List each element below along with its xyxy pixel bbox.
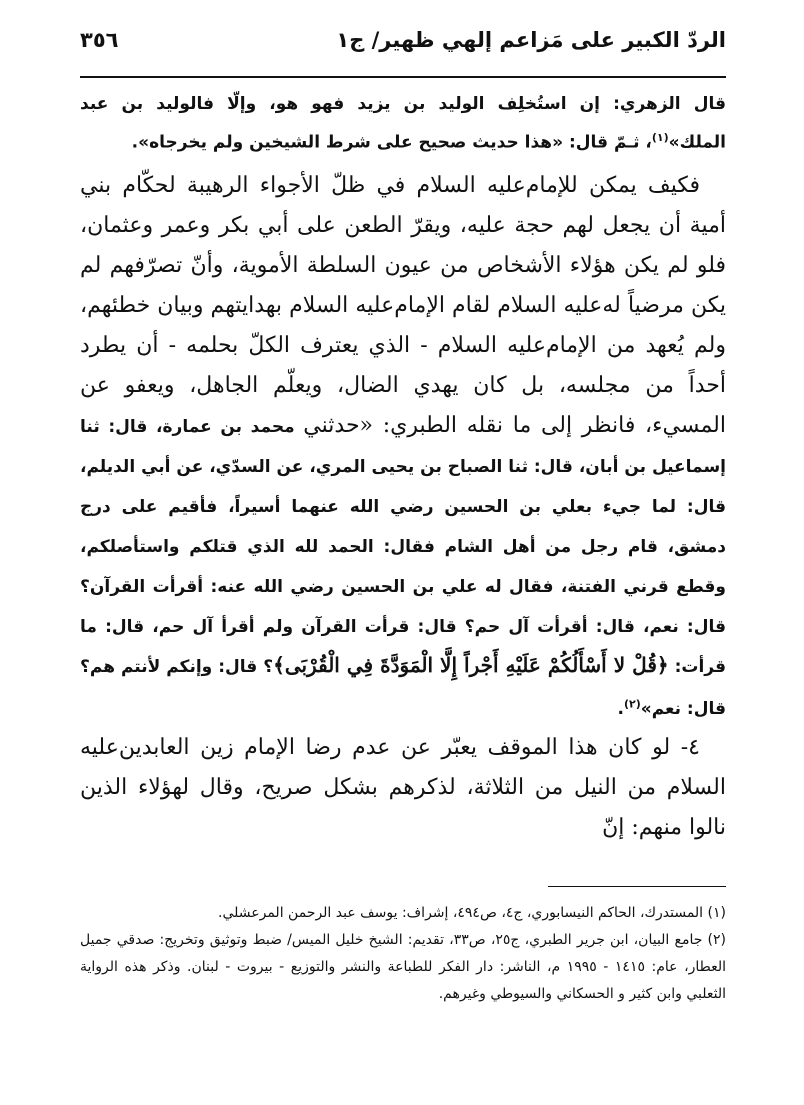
quote-after: ؟ قال: وإنكم لأنتم هم؟ قال: نعم»: [80, 656, 726, 720]
footnote-1: (١) المستدرك، الحاكم النيسابوري، ج٤، ص٤٩٤، إشراف: يوسف عبد الرحمن المرعشلي.: [218, 905, 726, 921]
footnote-2: (٢) جامع البيان، ابن جرير الطبري، ج٢٥، ص٣٣، تقديم: الشيخ خليل الميس/ ضبط وتوثيق وتخريج: صدقي جميل العطار، عام: ١٤١٥ - ١٩٩٥ م، الناشر: دار الفكر للطباعة والنشر والتوزيع - بيروت - لبنان. وذكر هذه الرواية الثعلبي وابن كثير و الحسكاني والسيوطي وغيرهم.: [80, 932, 727, 1002]
footnote-ref-1: (١): [651, 131, 669, 144]
paragraph-tail: ، ثـمّ قال: «هذا حديث صحيح على شرط الشيخين ولم يخرجاه».: [131, 132, 652, 153]
paragraph-text: ٤- لو كان هذا الموقف يعبّر عن عدم رضا الإمام زين العابدين‌عليه السلام من النيل من الثلاثة، لذكرهم بشكل صريح، وقال لهؤلاء الذين نالوا منهم: إنّ: [80, 735, 727, 841]
quote-text: محمد بن عمارة، قال: ثنا إسماعيل بن أبان، قال: ثنا الصباح بن يحيى المري، عن السدّي، عن أبي الديلم، قال: لما جيء بعلي بن الحسين رضي الله عنهما أسيراً، فأقيم على درج دمشق، قام رجل من أهل الشام فقال: الحمد لله الذي قتلكم واستأصلكم، وقطع قرني الفتنة، فقال له علي بن الحسين رضي الله عنه: أقرأت القرآن؟ قال: نعم، قال: أقرأت آل حم؟ قال: قرأت القرآن ولم أقرأ آل حم، قال: ما قرأت:: [80, 416, 727, 677]
running-header: [80, 28, 726, 64]
header-title: الردّ الكبير على مَزاعم إلهي ظهير/ ج١: [336, 28, 726, 52]
paragraph-argument: [80, 166, 726, 729]
quote-opening: «حدثني: [303, 412, 374, 438]
paragraph-text: قال الزهري: إن استُخلِف الوليد بن يزيد فهو هو، وإلّا فالوليد بن عبد الملك»: [80, 94, 726, 153]
footnotes: [80, 900, 726, 1008]
header-rule: [80, 76, 726, 78]
paragraph-text: فكيف يمكن للإمام‌عليه السلام في ظلّ الأجواء الرهيبة لحكّام بني أمية أن يجعل لهم حجة عليه، ويقرّ الطعن على أبي بكر وعمر وعثمان، فلو لم يكن هؤلاء الأشخاص من عيون السلطة الأموية، وأنّ تصرّفهم لم يكن مرضياً له‌عليه السلام لقام الإمام‌عليه السلام بهدايتهم وبيان خطئهم، ولم يُعهد من الإمام‌عليه السلام - الذي يعترف الكلّ بحلمه - أن يطرد أحداً من مجلسه، بل كان يهدي الضال، ويعلّم الجاهل، ويعفو عن المسيء، فانظر إلى ما نقله الطبري:: [80, 172, 726, 438]
page-number: ٣٥٦: [80, 28, 119, 52]
quran-verse: ﴿قُلْ لا أَسْأَلُكُمْ عَلَيْهِ أَجْراً إِلَّا الْمَوَدَّةَ فِي الْقُرْبَى﴾: [273, 652, 669, 677]
footnote-ref-2: (٢): [623, 697, 641, 711]
paragraph-hadith-intro: [80, 88, 726, 160]
paragraph-point-4: [80, 728, 726, 848]
quote-end: .: [617, 699, 624, 720]
footnote-rule: [548, 886, 726, 887]
